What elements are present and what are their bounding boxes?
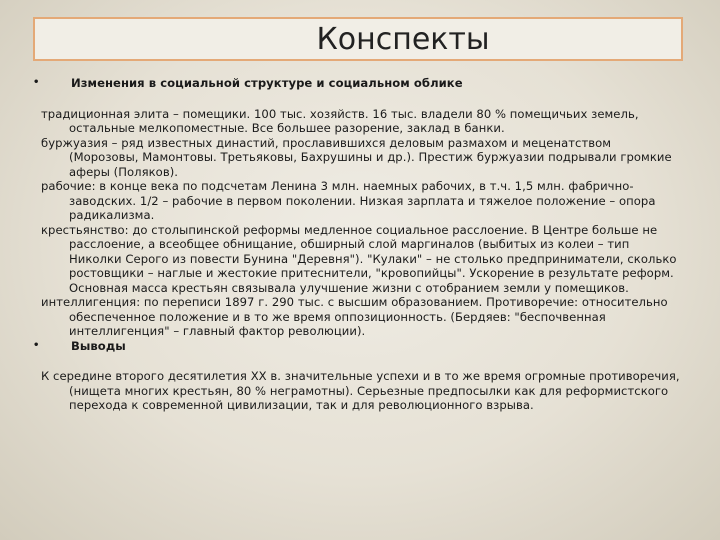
bullet-icon: • (33, 339, 40, 351)
paragraph-conclusion: К середине второго десятилетия ХХ в. значительные успехи и в то же время огромные противоречия, (нищета многих крестьян, 80 % неграмотны). Серьезные предпосылки как для реформистского перехода к современной цивилизации, так и для революционного взрыва. (41, 369, 680, 412)
paragraph-workers: рабочие: в конце века по подсчетам Ленина 3 млн. наемных рабочих, в т.ч. 1,5 млн. фабрично-заводских. 1/2 – рабочие в первом поколении. Низкая зарплата и тяжелое положение – опора радикализма. (41, 179, 656, 222)
title-frame (33, 17, 683, 61)
paragraph-peasants: крестьянство: до столыпинской реформы медленное социальное расслоение. В Центре больше не расслоение, а всеобщее обнищание, обширный слой маргиналов (выбитых из колеи – тип Николки Серого из повести Бунина "Деревня"). "Кулаки" – не столько предприниматели, сколько ростовщики – наглые и жестокие притеснители, "кровопийцы". Ускорение в результате реформ. Основная масса крестьян связывала улучшение жизни с отобранием земли у помещиков. (41, 222, 677, 295)
paragraph-elite: традиционная элита – помещики. 100 тыс. хозяйств. 16 тыс. владели 80 % помещичьих земель, остальные мелкопоместные. Все большее разорение, заклад в банки. (41, 106, 639, 135)
paragraph-intelligentsia: интеллигенция: по переписи 1897 г. 290 тыс. с высшим образованием. Противоречие: относительно обеспеченное положение и в то же время оппозиционность. (Бердяев: "беспочвенная интеллигенция" – главный фактор революции). (41, 295, 668, 338)
bullet-item-social-structure (33, 76, 681, 91)
paragraph-bourgeoisie: буржуазия – ряд известных династий, прославившихся деловым размахом и меценатством (Морозовы, Мамонтовы. Третьяковы, Бахрушины и др.). Престиж буржуазии подрывали громкие аферы (Поляков). (41, 135, 672, 179)
bullet-text: Выводы (71, 338, 126, 353)
bullet-text: Изменения в социальной структуре и социальном облике (71, 76, 463, 90)
bullet-item-conclusions (33, 338, 681, 354)
slide-body (33, 76, 681, 413)
bullet-icon: • (33, 77, 40, 88)
slide-title: Конспекты (316, 22, 490, 57)
